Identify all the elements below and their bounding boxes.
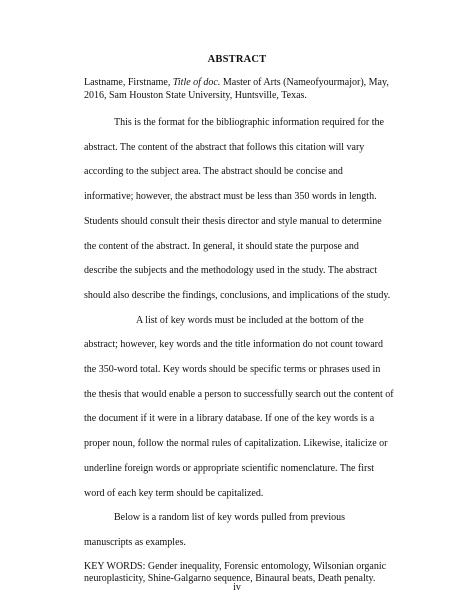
paragraph-text: This is the format for the bibliographic information required for the abstract. The content of the abstract that follows this citation will vary according to the subject area. The abstract should be concise and informative; however, the abstract must be less than 350 words in length. Students should consult their thesis director and style manual to determine the content of the abstract. In general, it should state the purpose and describe the subjects and the methodology used in the study. The abstract should also describe the findings, conclusions, and implications of the study. [84,117,391,301]
citation-title: Title of doc. [172,77,221,88]
citation-author: Lastname, Firstname, [84,77,173,88]
abstract-paragraph-1 [84,111,394,309]
paragraph-text: Below is a random list of key words pulled from previous manuscripts as examples. [84,512,346,548]
paragraph-text: A list of key words must be included at the bottom of the abstract; however, key words and the title information do not count toward the 350-word total. Key words should be specific terms or phrases used in the thesis that would enable a person to successfully search out the content of the document if it were in a library database. If one of the key words is a proper noun, follow the normal rules of capitalization. Likewise, italicize or underline foreign words or appropriate scientific nomenclature. The first word of each key term should be capitalized. [84,314,394,499]
page-number: iv [233,582,241,593]
key-words-list: KEY WORDS: Gender inequality, Forensic entomology, Wilsonian organic neuroplasticity, Shine-Galgarno sequence, Binaural beats, Death penalty. [84,560,387,584]
abstract-heading: ABSTRACT [207,54,267,65]
abstract-paragraph-2 [84,309,394,507]
bibliographic-citation [84,76,394,102]
abstract-body [84,76,394,585]
abstract-paragraph-3 [84,506,394,555]
citation-details: Master of Arts (Nameofyourmajor), May, 2016, Sam Houston State University, Huntsville, Texas. [84,77,389,101]
